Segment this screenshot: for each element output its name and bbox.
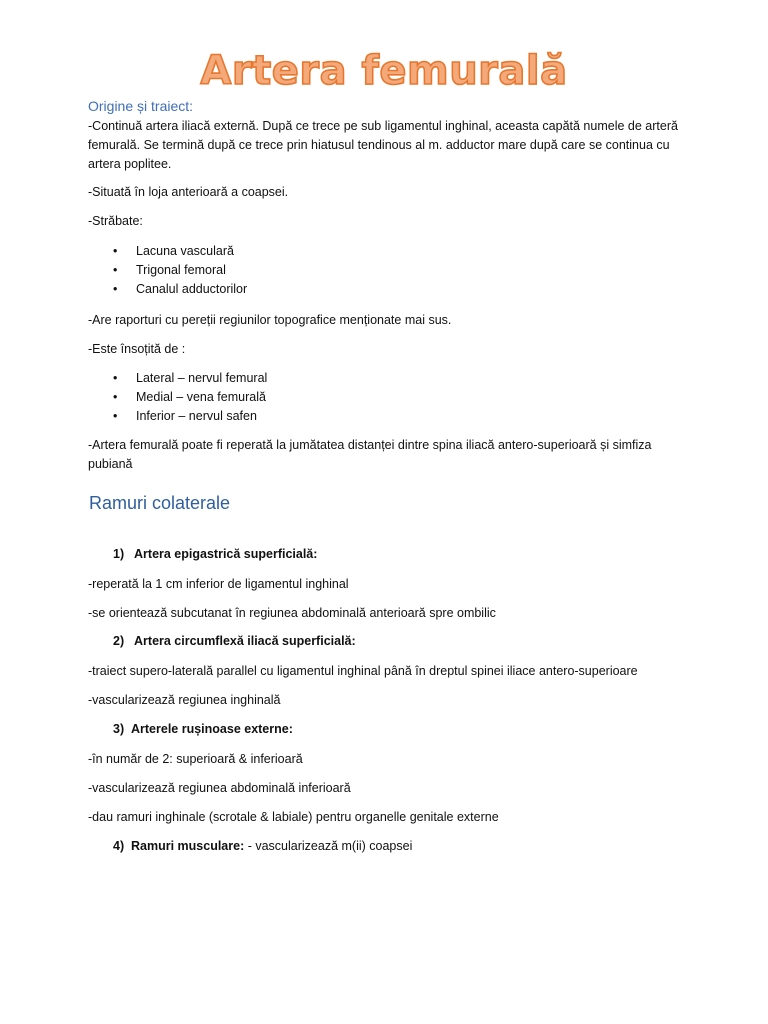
branch-3-title: 3) Arterele rușinoase externe: (113, 722, 293, 736)
list-item: • Inferior – nervul safen (88, 407, 267, 426)
branch-1-title: 1) Artera epigastrică superficială: (113, 547, 318, 561)
crosses-label: -Străbate: (88, 214, 143, 228)
list-item: • Lateral – nervul femural (88, 369, 267, 388)
branch-3-line: -în număr de 2: superioară & inferioară (88, 752, 303, 766)
bullet-icon: • (113, 371, 118, 385)
landmark-paragraph: -Artera femurală poate fi reperată la jumătatea distanței dintre spina iliacă antero-superioară și simfiza pubiană (88, 438, 652, 471)
bullet-icon: • (113, 282, 118, 296)
origin-heading: Origine și traiect: (88, 98, 194, 114)
branch-3-line: -dau ramuri inghinale (scrotale & labiale) pentru organelle genitale externe (88, 810, 499, 824)
branch-4-title: 4) Ramuri musculare: - vascularizează m(ii) coapsei (113, 839, 413, 853)
list-item: • Medial – vena femurală (88, 388, 267, 407)
crosses-list (88, 242, 247, 299)
bullet-icon: • (113, 263, 118, 277)
bullet-icon: • (113, 390, 118, 404)
bullet-icon: • (113, 244, 118, 258)
companions-label: -Este însoțită de : (88, 342, 186, 356)
branch-2-line: -traiect supero-laterală parallel cu ligamentul inghinal până în dreptul spinei iliace antero-superioare (88, 664, 638, 678)
bullet-icon: • (113, 409, 118, 423)
document-title: Artera femurală (200, 48, 568, 94)
location-paragraph: -Situată în loja anterioară a coapsei. (88, 185, 289, 199)
list-item: • Lacuna vasculară (88, 242, 247, 261)
list-item: • Canalul adductorilor (88, 280, 247, 299)
branch-2-title: 2) Artera circumflexă iliacă superficială: (113, 634, 356, 648)
companions-list (88, 369, 267, 426)
origin-paragraph: -Continuă artera iliacă externă. După ce trece pe sub ligamentul inghinal, aceasta capătă numele de arteră femurală. Se termină după ce trece prin hiatusul tendinous al m. adductor mare după care se continua cu artera poplitee. (88, 119, 678, 171)
branch-1-line: -reperată la 1 cm inferior de ligamentul inghinal (88, 577, 349, 591)
relations-paragraph: -Are raporturi cu pereții regiunilor topografice menționate mai sus. (88, 313, 452, 327)
branch-1-line: -se orientează subcutanat în regiunea abdominală anterioară spre ombilic (88, 606, 496, 620)
branches-heading: Ramuri colaterale (89, 493, 231, 513)
branch-2-line: -vascularizează regiunea inghinală (88, 693, 281, 707)
list-item: • Trigonal femoral (88, 261, 247, 280)
branch-3-line: -vascularizează regiunea abdominală inferioară (88, 781, 351, 795)
